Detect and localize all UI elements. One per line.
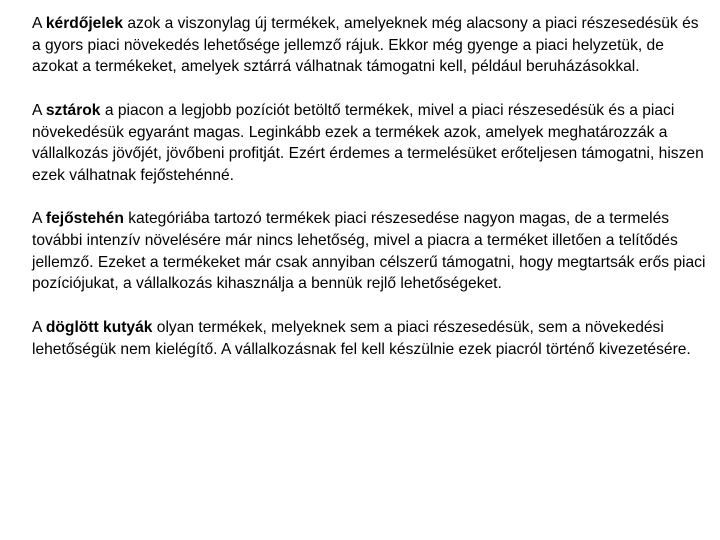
paragraph-text: kategóriába tartozó termékek piaci részesedése nagyon magas, de a termelés további intenzív növelésére már nincs lehetőség, mivel a piacra a terméket illetően a telítődés jellemző. Ezeket a termékeket már csak annyiban célszerű támogatni, hogy megtartsák erős piaci pozíciójukat, a vállalkozás kihasználja a bennük rejlő lehetőségeket. xyxy=(32,210,706,293)
keyword-sztarok: sztárok xyxy=(45,101,101,119)
paragraph-text: a piacon a legjobb pozíciót betöltő termékek, mivel a piaci részesedésük és a piaci növekedésük egyaránt magas. Leginkább ezek a termékek azok, amelyek meghatározzák a vállalkozás jövőjét, jövőbeni profitját. Ezért érdemes a termelésüket erőteljesen támogatni, hiszen ezek válhatnak fejőstehénné. xyxy=(32,101,704,184)
paragraph-doglott-kutyak xyxy=(32,317,710,360)
keyword-fejostehen: fejőstehén xyxy=(45,210,124,228)
paragraph-intro: A xyxy=(32,101,46,119)
paragraph-sztarok xyxy=(32,100,710,187)
document-body xyxy=(32,13,710,382)
paragraph-text: azok a viszonylag új termékek, amelyeknek még alacsony a piaci részesedésük és a gyors piaci növekedés lehetősége jellemző rájuk. Ekkor még gyenge a piaci helyzetük, de azokat a termékeket, amelyek sztárrá válhatnak támogatni kell, például beruházásokkal. xyxy=(32,15,699,76)
paragraph-kerdojelek xyxy=(32,13,710,78)
paragraph-text: olyan termékek, melyeknek sem a piaci részesedésük, sem a növekedési lehetőségük nem kielégítő. A vállalkozásnak fel kell készülnie ezek piacról történő kivezetésére. xyxy=(32,318,691,358)
keyword-kerdojelek: kérdőjelek xyxy=(45,15,124,32)
keyword-doglott-kutyak: döglött kutyák xyxy=(45,318,153,336)
paragraph-intro: A xyxy=(32,210,46,228)
paragraph-intro: A xyxy=(32,15,46,32)
paragraph-fejostehen xyxy=(32,208,710,295)
paragraph-intro: A xyxy=(32,318,46,336)
